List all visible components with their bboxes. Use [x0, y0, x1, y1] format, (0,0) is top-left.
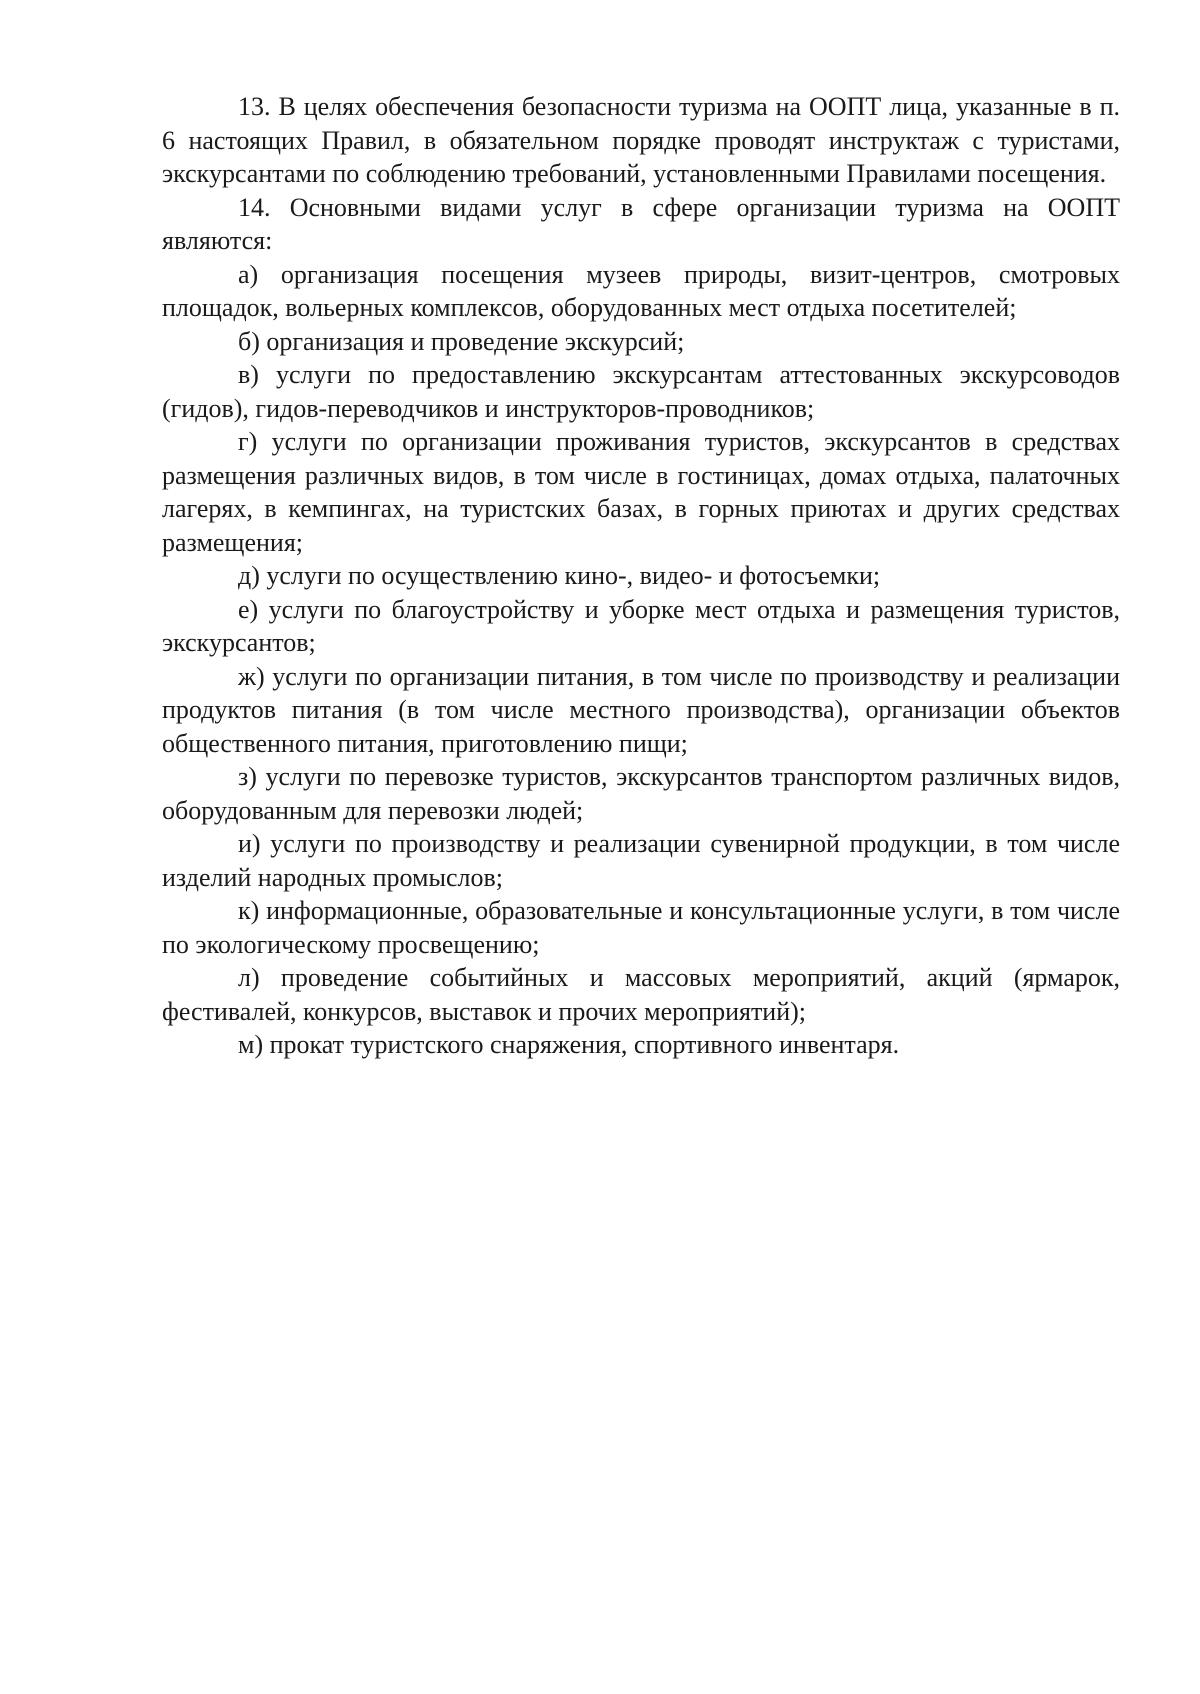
list-item-e: е) услуги по благоустройству и уборке мест отдыха и размещения туристов, экскурсантов; [162, 594, 1120, 657]
paragraph-14-services: 14. Основными видами услуг в сфере организации туризма на ООПТ являются: [162, 192, 1120, 255]
paragraph-13-safety: 13. В целях обеспечения безопасности туризма на ООПТ лица, указанные в п. 6 настоящих Правил, в обязательном порядке проводят инструктаж с туристами, экскурсантами по соблюдению требований, установленными Правилами посещения. [162, 92, 1120, 188]
list-item-l: л) проведение событийных и массовых мероприятий, акций (ярмарок, фестивалей, конкурсов, выставок и прочих мероприятий); [162, 963, 1120, 1026]
list-item-m: м) прокат туристского снаряжения, спортивного инвентаря. [238, 1030, 900, 1059]
list-item-zh: ж) услуги по организации питания, в том числе по производству и реализации продуктов питания (в том числе местного производства), организации объектов общественного питания, приготовлению пищи; [162, 661, 1120, 758]
list-item-g: г) услуги по организации проживания туристов, экскурсантов в средствах размещения различных видов, в том числе в гостиницах, домах отдыха, палаточных лагерях, в кемпингах, на туристских базах, в горных приютах и других средствах размещения; [162, 427, 1120, 557]
list-item-a: а) организация посещения музеев природы, визит-центров, смотровых площадок, вольерных комплексов, оборудованных мест отдыха посетителей; [162, 259, 1120, 322]
list-item-k: к) информационные, образовательные и консультационные услуги, в том числе по экологическому просвещению; [162, 896, 1120, 959]
document-body [162, 90, 1120, 1062]
list-item-z: з) услуги по перевозке туристов, экскурсантов транспортом различных видов, оборудованным для перевозки людей; [162, 762, 1120, 825]
list-item-v: в) услуги по предоставлению экскурсантам аттестованных экскурсоводов (гидов), гидов-переводчиков и инструкторов-проводников; [162, 360, 1120, 423]
list-item-d: д) услуги по осуществлению кино-, видео- и фотосъемки; [238, 561, 881, 590]
list-item-b: б) организация и проведение экскурсий; [238, 326, 685, 356]
list-item-i: и) услуги по производству и реализации сувенирной продукции, в том числе изделий народных промыслов; [162, 829, 1120, 892]
